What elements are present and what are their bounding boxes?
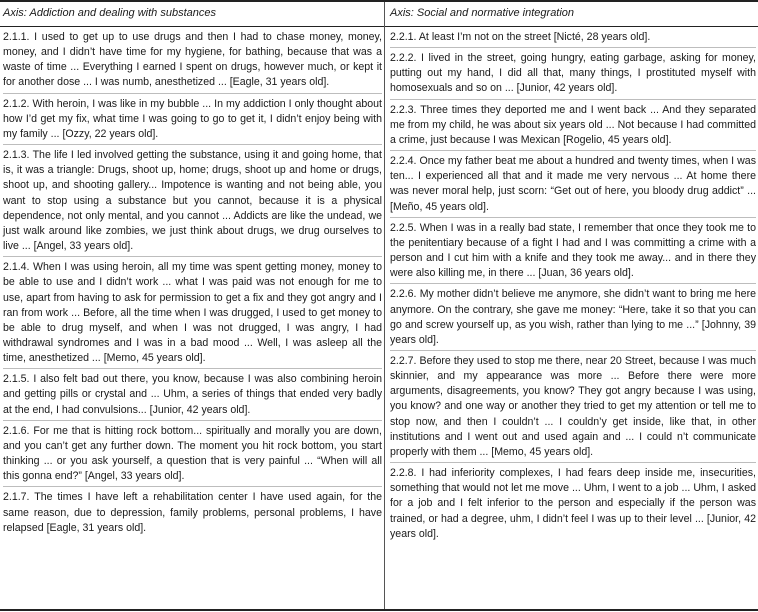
row-divider [3,144,382,145]
row-divider [390,150,756,151]
row-divider [3,93,382,94]
table-cell: 2.2.6. My mother didn’t believe me anymore, she didn’t want to bring me here anymore. On the contrary, she gave me money: “Here, take it so that you can go and screw yourself up, as you wish, rather than lying to me ...” [Johnny, 39 years old]. [390,288,756,346]
addiction-column [0,0,384,536]
row-divider [390,217,756,218]
row-divider [390,99,756,100]
row-divider [3,368,382,369]
table-cell: 2.1.3. The life I led involved getting the substance, using it and going home, that is, it was a triangle: Drugs, shoot up, home; drugs, shoot up and home or drugs, shoot up, and shooting gallery... Impotence is wanting and not being able, you want to stop using a substance but you cannot, because it is a physical dependence, not only mental, and you cannot ... Addicts are like the undead, we just walk around like zombies, we just think about drugs, we drug ourselves to live ... [Angel, 33 years old]. [3,149,382,253]
table-cell: 2.1.4. When I was using heroin, all my time was spent getting money, money to be able to use and I didn’t work ... what I was paid was not enough for me to use, apart from having to ask for permission to get a fix and they got angry and I ran from work ... Before, all the time when I was drugged, I used to get money to be able to drug myself, and when I was not drugged, I was angry, I had withdrawal syndromes and I was in a bad mood ... Well, I was asleep all the time, anesthetized ... [Memo, 45 years old]. [3,261,382,365]
table-cell: 2.1.7. The times I have left a rehabilitation center I have used again, for the same reason, due to depression, family problems, personal problems, I have relapsed [Eagle, 31 years old]. [3,491,382,534]
row-divider [3,420,382,421]
addiction-column-header: Axis: Addiction and dealing with substances [3,7,216,19]
table-cell: 2.1.6. For me that is hitting rock bottom... spiritually and morally you are down, and you can’t get any further down. The moment you hit rock bottom, you start thinking ... or you ask yourself, a question that is very painful ... “When will all this gonna end?” [Angel, 33 years old]. [3,424,382,483]
row-divider [3,486,382,487]
table-cell: 2.2.7. Before they used to stop me there, near 20 Street, because I was much skinnier, and my appearance was more ... Before there were more arguments, disagreements, you know? They got angry because I was using, you know? and one way or another they tried to get my attention or tell me to stop now, and then I couldn’t ... I couldn’y get inside, like that, in other institutions and I went out and used again and ... I could n’t communicate properly with them ... [Memo, 45 years old]. [390,354,756,458]
table-cell: 2.2.8. I had inferiority complexes, I had fears deep inside me, insecurities, something that would not let me move ... Uhm, I went to a job ... Uhm, I asked for a job and I felt inferior to the person and especially if the person was trained, or had a degree, uhm, I didn’t feel I was up to their level ... [Junior, 42 years old]. [390,467,756,540]
table-cell: 2.1.1. I used to get up to use drugs and then I had to chase money, money, money, and I didn’t have time for my hygiene, for bathing, because that was a waste of time ... Everything I earned I spent on drugs, however much, or kept it for another dose ... I was numb, anesthetized ... [Eagle, 31 years old]. [3,31,382,89]
row-divider [390,462,756,463]
table-cell: 2.2.2. I lived in the street, going hungry, eating garbage, asking for money, putting out my hand, I did all that, many things, I prostituted myself with homosexuals and so on ... [Junior, 42 years old]. [390,52,756,95]
table-cell: 2.1.2. With heroin, I was like in my bubble ... In my addiction I only thought about how I’d get my fix, what time I was going to go to get it, I didn’t enjoy being with my family ... [Ozzy, 22 years old]. [3,97,382,140]
table-cell: 2.2.1. At least I’m not on the street [Nicté, 28 years old]. [390,31,651,43]
row-divider [390,47,756,48]
row-divider [390,283,756,284]
social-integration-column [385,0,758,542]
table-cell: 2.2.5. When I was in a really bad state, I remember that once they took me to the penitentiary because of a fight I had and I was committing a crime with a person and I cut him with a knife and they took me away... and in there they were also killing me, in there ... [Juan, 36 years old]. [390,221,756,280]
table-bottom-rule [0,609,758,611]
social-integration-column-header: Axis: Social and normative integration [390,7,575,19]
table-cell: 2.2.4. Once my father beat me about a hundred and twenty times, when I was ten... I experienced all that and it made me very nervous ... At home there was never moral help, just scorn: “Get out of here, you bloody drug addict” ... [Meño, 45 years old]. [390,155,756,213]
row-divider [3,256,382,257]
table-cell: 2.2.3. Three times they deported me and I went back ... And they separated me from my child, he was about six years old ... Not because I had committed a crime, just because I was Mexican [Rogelio, 45 years old]. [390,103,756,146]
row-divider [390,350,756,351]
table-cell: 2.1.5. I also felt bad out there, you know, because I was also combining heroin and getting pills or crystal and ... Uhm, a series of things that ended very badly at the end, I had convulsions... [Junior, 42 years old]. [3,373,382,416]
